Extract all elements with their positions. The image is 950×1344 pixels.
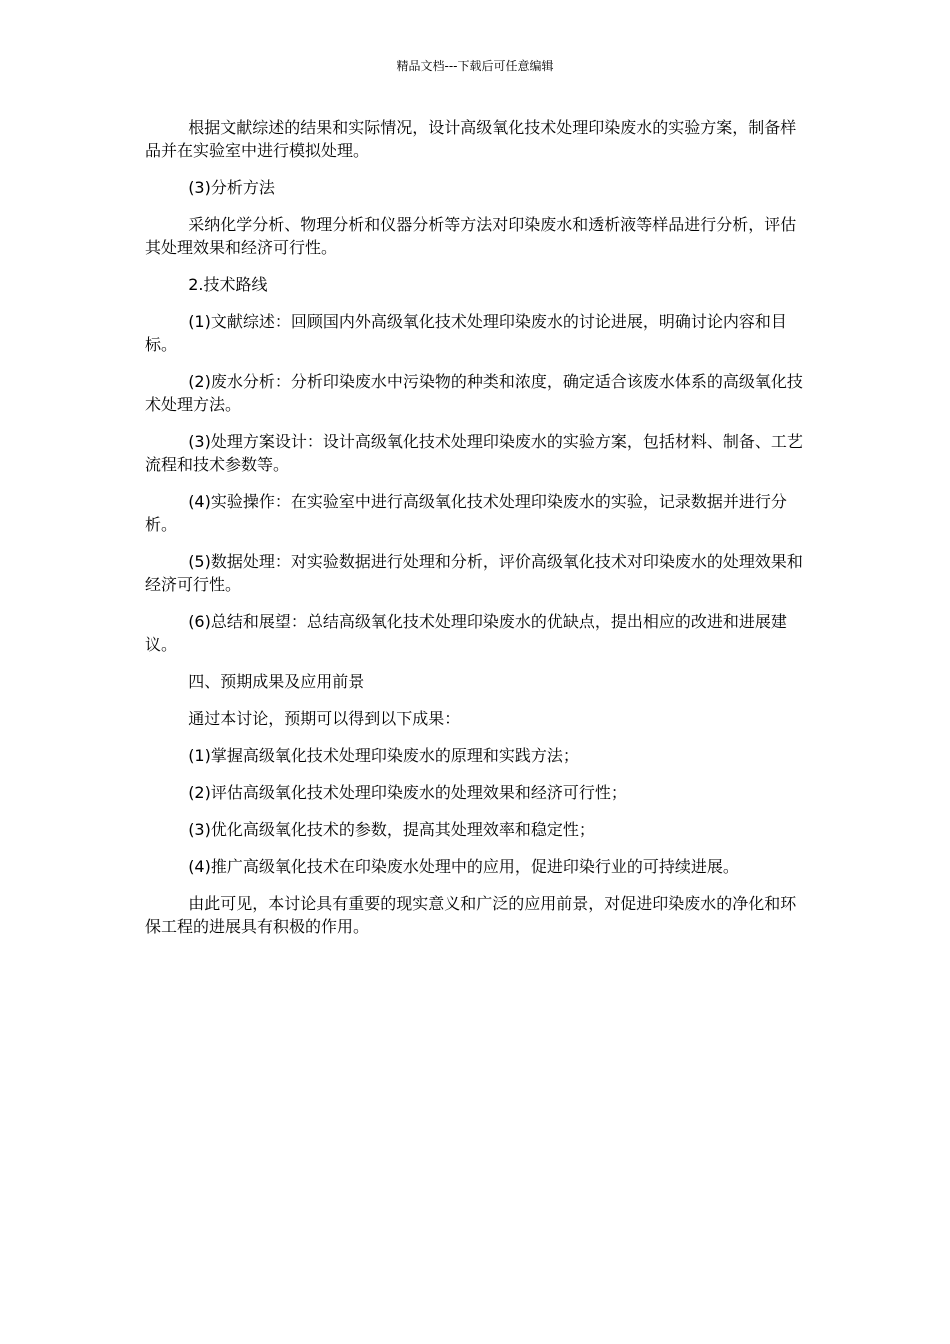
paragraph-experiment-design: 根据文献综述的结果和实际情况，设计高级氧化技术处理印染废水的实验方案，制备样品并在实验室中进行模拟处理。 [145,118,797,160]
heading-analysis-method: (3)分析方法 [188,178,275,197]
paragraph-conclusion: 由此可见，本讨论具有重要的现实意义和广泛的应用前景，对促进印染废水的净化和环保工程的进展具有积极的作用。 [145,894,797,936]
page-header: 精品文档---下载后可任意编辑 [396,59,554,73]
paragraph-route-step-4: (4)实验操作：在实验室中进行高级氧化技术处理印染废水的实验，记录数据并进行分析。 [145,492,787,534]
paragraph-route-step-5: (5)数据处理：对实验数据进行处理和分析，评价高级氧化技术对印染废水的处理效果和经济可行性。 [145,552,803,594]
list-item-result-4: (4)推广高级氧化技术在印染废水处理中的应用，促进印染行业的可持续进展。 [188,857,739,876]
paragraph-route-step-3: (3)处理方案设计：设计高级氧化技术处理印染废水的实验方案，包括材料、制备、工艺流程和技术参数等。 [145,432,803,474]
paragraph-analysis-method: 采纳化学分析、物理分析和仪器分析等方法对印染废水和透析液等样品进行分析，评估其处理效果和经济可行性。 [145,215,797,257]
list-item-result-1: (1)掌握高级氧化技术处理印染废水的原理和实践方法； [188,746,579,765]
list-item-result-3: (3)优化高级氧化技术的参数，提高其处理效率和稳定性； [188,820,595,839]
paragraph-results-intro: 通过本讨论，预期可以得到以下成果： [188,709,461,728]
paragraph-route-step-6: (6)总结和展望：总结高级氧化技术处理印染废水的优缺点，提出相应的改进和进展建议。 [145,612,787,654]
heading-expected-results: 四、预期成果及应用前景 [188,672,365,691]
document-body [145,116,810,952]
paragraph-route-step-1: (1)文献综述：回顾国内外高级氧化技术处理印染废水的讨论进展，明确讨论内容和目标。 [145,312,787,354]
paragraph-route-step-2: (2)废水分析：分析印染废水中污染物的种类和浓度，确定适合该废水体系的高级氧化技术处理方法。 [145,372,803,414]
list-item-result-2: (2)评估高级氧化技术处理印染废水的处理效果和经济可行性； [188,783,627,802]
heading-technical-route: 2.技术路线 [188,275,268,294]
